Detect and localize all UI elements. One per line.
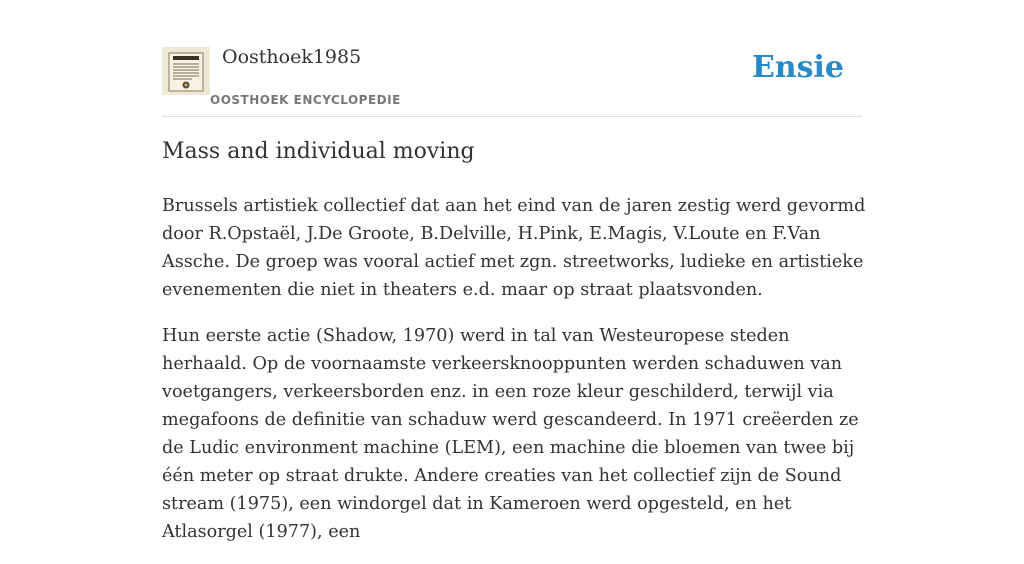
article-paragraph: Brussels artistiek collectief dat aan het eind van de jaren zestig werd gevormd door R.Opstaël, J.De Groote, B.Delville, H.Pink, E.Magis, V.Loute en F.Van Assche. De groep was vooral actief met zgn. streetworks, ludieke en artistieke evenementen die niet in theaters e.d. maar op straat plaatsvonden. — [162, 196, 866, 300]
document-certificate-icon — [162, 47, 210, 95]
article-paragraph: Hun eerste actie (Shadow, 1970) werd in tal van Westeuropese steden herhaald. Op de voornaamste verkeersknooppunten werden schaduwen van voetgangers, verkeersborden enz. in een roze kleur geschilderd, terwijl via megafoons de definitie van schaduw werd gescandeerd. In 1971 creëerden ze de Ludic environment machine (LEM), een machine die bloemen van twee bij één meter op straat drukte. Andere creaties van het collectief zijn de Sound stream (1975), een windorgel dat in Kameroen werd opgesteld, en het Atlasorgel (1977), een — [162, 326, 859, 542]
page-header — [162, 40, 862, 117]
page-title: Mass and individual moving — [162, 139, 475, 164]
brand-logo[interactable]: Ensie — [751, 50, 844, 85]
avatar[interactable] — [162, 47, 210, 95]
source-label: OOSTHOEK ENCYCLOPEDIE — [210, 93, 401, 107]
article-body — [162, 192, 866, 564]
author-link[interactable]: Oosthoek1985 — [222, 46, 362, 68]
